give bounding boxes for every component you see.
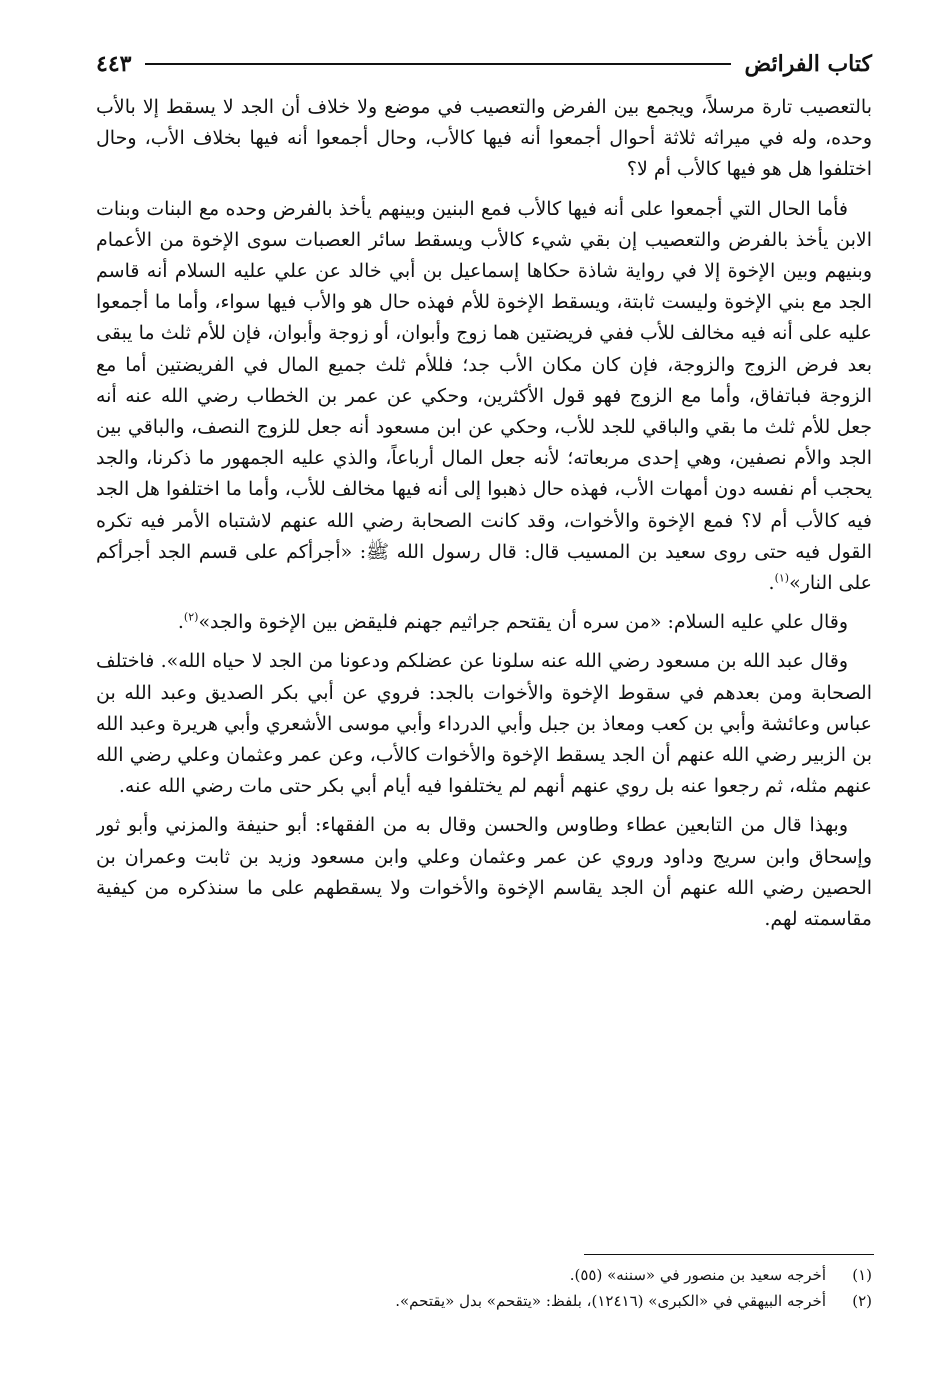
header-rule [145, 63, 730, 65]
footnote-number: (٢) [852, 1292, 872, 1310]
body-text [96, 92, 872, 1242]
page-header [96, 44, 872, 84]
paragraph [96, 646, 872, 802]
paragraph [96, 810, 872, 935]
paragraph-text: بالتعصيب تارة مرسلاً، ويجمع بين الفرض والتعصيب في موضع ولا خلاف أن الجد لا يسقط إلا بالأب وحده، وله في ميراثه ثلاثة أحوال أجمعوا أنه فيها كالأب، وحال أجمعوا أنه فيها بخلاف الأب، وحال اختلفوا هل هو فيها كالأب أم لا؟ [96, 96, 872, 181]
paragraph [96, 92, 872, 186]
footnote-ref: (٢) [183, 610, 199, 624]
paragraph-text: فأما الحال التي أجمعوا على أنه فيها كالأب فمع البنين وبينهم يأخذ بالفرض وحده مع البنات وبنات الابن يأخذ بالفرض والتعصيب إن بقي شيء كالأب ويسقط سائر العصبات سوى الإخوة من الأعمام وبنيهم وبين الإخوة إلا في رواية شاذة حكاها إسماعيل بن أبي خالد عن علي عليه السلام أنه قاسم الجد مع بني الإخوة وليست ثابتة، ويسقط الإخوة للأم فهذه حال هو والأب فيها سواء، وأما ما أجمعوا عليه على أنه فيه مخالف للأب ففي فريضتين هما زوج وأبوان، أو زوجة وأبوان، فإن للأم ثلث ما يبقى بعد فرض الزوج والزوجة، فإن كان مكان الأب جد؛ فللأم ثلث جميع المال في الفريضتين أما مع الزوجة فباتفاق، وأما مع الزوج فهو قول الأكثرين، وحكي عن عمر بن الخطاب رضي الله عنه أنه جعل للأم ثلث ما بقي والباقي للجد للأب، وحكي عن ابن مسعود أنه جعل للزوج النصف، والباقي بين الجد والأم نصفين، وهي إحدى مربعاته؛ لأنه جعل المال أرباعاً، والذي عليه الجمهور ما ذكرنا، والجد يحجب أم نفسه دون أمهات الأب، فهذه حال ذهبوا إلى أنه فيها مخالف للأب، وأما ما اختلفوا هل الجد فيه كالأب أم لا؟ فمع الإخوة والأخوات، وقد كانت الصحابة رضي الله عنهم لاشتباه الأمر فيه تكره القول فيه حتى روى سعيد بن المسيب قال: قال رسول الله ﷺ: «أجرأكم على قسم الجد أجرأكم على النار» [96, 197, 872, 595]
paragraph: وقال علي عليه السلام: «من سره أن يقتحم جراثيم جهنم فليقض بين الإخوة والجد»$^{(٢)}$. [177, 610, 848, 634]
footnote-text: أخرجه سعيد بن منصور في «سننه» (٥٥). [569, 1266, 826, 1284]
footnote-divider [584, 1254, 874, 1255]
footnotes [96, 1262, 872, 1314]
paragraph-text: وقال عبد الله بن مسعود رضي الله عنه سلونا عن عضلكم ودعونا من الجد لا حياه الله». فاختلف الصحابة ومن بعدهم في سقوط الإخوة والأخوات بالجد: فروي عن أبي بكر الصديق وعبد الله بن عباس وعائشة وأبي بن كعب ومعاذ بن جبل وأبي الدرداء وأبي موسى الأشعري وأبي هريرة وعبد الله بن الزبير رضي الله عنهم أن الجد يسقط الإخوة والأخوات كالأب، وعن عمر وعثمان وعلي رضي الله عنهم مثله، ثم رجعوا عنه بل روي عنهم أنهم لم يختلفوا فيه أيام أبي بكر حتى مات رضي الله عنه. [96, 650, 872, 798]
paragraph-text: وبهذا قال من التابعين عطاء وطاوس والحسن وقال به من الفقهاء: أبو حنيفة والمزني وأبو ثور وإسحاق وابن سريج وداود وروي عن عمر وعثمان وعلي وابن مسعود وزيد بن ثابت وعمران بن الحصين رضي الله عنهم أن الجد يقاسم الإخوة والأخوات ولا يسقطهم على ما سنذكره من كيفية مقاسمته لهم. [96, 814, 872, 931]
footnote [96, 1288, 872, 1314]
footnote-number: (١) [852, 1266, 872, 1284]
footnote-text: أخرجه البيهقي في «الكبرى» (١٢٤١٦)، بلفظ: «يتقحم» بدل «يقتحم». [395, 1292, 826, 1310]
paragraph: فأما الحال التي أجمعوا على أنه فيها كالأب فمع البنين وبينهم يأخذ بالفرض وحده مع البنات وبنات الابن يأخذ بالفرض والتعصيب إن بقي شيء كالأب ويسقط سائر العصبات سوى الإخوة من الأعمام وبنيهم وبين الإخوة إلا في رواية شاذة حكاها إسماعيل بن أبي خالد عن علي عليه السلام أنه قاسم الجد مع بني الإخوة وليست ثابتة، ويسقط الإخوة للأم فهذه حال هو والأب فيها سواء، وأما ما أجمعوا عليه على أنه فيه مخالف للأب ففي فريضتين هما زوج وأبوان، أو زوجة وأبوان، فإن للأم ثلث ما يبقى بعد فرض الزوج والزوجة، فإن كان مكان الأب جد؛ فللأم ثلث جميع المال في الفريضتين أما مع الزوجة فباتفاق، وأما مع الزوج فهو قول الأكثرين، وحكي عن عمر بن الخطاب رضي الله عنه أنه جعل للأم ثلث ما بقي والباقي للجد للأب، وحكي عن ابن مسعود أنه جعل للزوج النصف، والباقي بين الجد والأم نصفين، وهي إحدى مربعاته؛ لأنه جعل المال أرباعاً، والذي عليه الجمهور ما ذكرنا، والجد يحجب أم نفسه دون أمهات الأب، فهذه حال ذهبوا إلى أنه فيها مخالف للأب، وأما ما اختلفوا هل الجد فيه كالأب أم لا؟ فمع الإخوة والأخوات، وقد كانت الصحابة رضي الله عنهم لاشتباه الأمر فيه تكره القول فيه حتى روى سعيد بن المسيب قال: قال رسول الله ﷺ: «أجرأكم على قسم الجد أجرأكم على النار»$^{(١)}$. [96, 197, 872, 595]
footnote-ref: (١) [774, 571, 790, 585]
page-number: ٤٤٣ [96, 51, 132, 77]
paragraph-text: وقال علي عليه السلام: «من سره أن يقتحم جراثيم جهنم فليقض بين الإخوة والجد» [198, 611, 848, 634]
footnote [96, 1262, 872, 1288]
running-title: كتاب الفرائض [744, 51, 872, 77]
